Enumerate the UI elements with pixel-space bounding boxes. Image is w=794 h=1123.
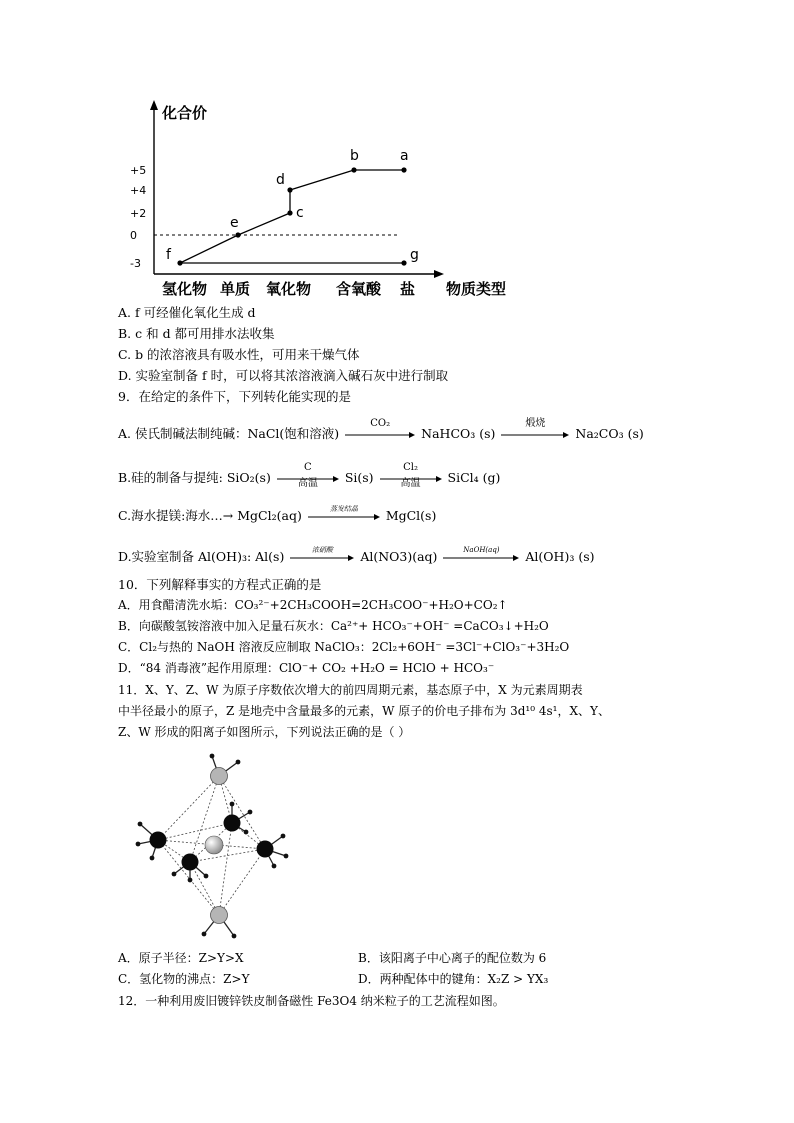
x-axis-label: 物质类型: [446, 280, 507, 298]
q9-b-arrow2-bottom: 高温: [400, 478, 421, 489]
q10-option-c: C．Cl₂与热的 NaOH 溶液反应制取 NaClO₃：2Cl₂+6OH⁻ =3Cl⁻+ClO₃⁻+3H₂O: [118, 640, 570, 654]
y-axis-arrow: [150, 100, 158, 110]
data-point-c: [287, 210, 292, 215]
data-point-b: [351, 167, 356, 172]
q9-d-arrow1-label: 浓硝酸: [311, 546, 333, 554]
q9-b-arrow1-bottom: 高温: [297, 478, 318, 489]
q9-d-arrow1: [290, 546, 354, 562]
q9-a-arrow1: [345, 418, 415, 439]
q9-c-end: MgCl(s): [385, 508, 437, 523]
q9-d-prefix: D.实验室制备 Al(OH)₃: Al(s): [118, 549, 285, 564]
x-category-label: 含氧酸: [336, 280, 382, 298]
q9-stem: 9．在给定的条件下，下列转化能实现的是: [118, 389, 351, 404]
axial-ligand-top: [211, 768, 228, 785]
q9-a-arrow1-label: CO₂: [370, 418, 391, 429]
q9-b-prefix: B.硅的制备与提纯: SiO₂(s): [118, 470, 271, 485]
q9-d-end: Al(OH)₃ (s): [525, 549, 595, 564]
y-tick-label: -3: [130, 257, 141, 270]
q9-b-arrow2: [380, 462, 442, 489]
q9-a-mid: NaHCO₃ (s): [421, 426, 496, 441]
equatorial-ligand-1: [150, 832, 167, 849]
data-point-f: [177, 260, 182, 265]
q9-option-c: [118, 505, 437, 524]
data-point-a: [401, 167, 406, 172]
point-label-g: g: [410, 247, 419, 263]
q9-c-prefix: C.海水提镁:海水…→ MgCl₂(aq): [118, 508, 302, 523]
central-metal-ion: [205, 836, 223, 854]
q10-option-a: A．用食醋清洗水垢：CO₃²⁻+2CH₃COOH=2CH₃COO⁻+H₂O+CO₂↑: [118, 598, 508, 612]
y-tick-label: +2: [130, 207, 147, 220]
chart-connector: [238, 213, 290, 235]
y-tick-label: +5: [130, 164, 147, 177]
axial-ligand-bottom: [211, 907, 228, 924]
chart-connector: [290, 170, 354, 190]
q8-option-c: C. b 的浓溶液具有吸水性，可用来干燥气体: [118, 347, 360, 362]
point-label-a: a: [400, 148, 409, 164]
q9-a-arrow2: [501, 418, 569, 439]
point-label-c: c: [296, 205, 304, 221]
data-point-e: [235, 232, 240, 237]
point-label-b: b: [350, 148, 359, 164]
q9-d-arrow2: [443, 546, 519, 562]
point-label-f: f: [166, 247, 171, 263]
y-tick-label: +4: [130, 184, 147, 197]
valence-chart: [118, 98, 538, 303]
x-category-label: 盐: [400, 280, 416, 298]
q11-stem-line-2: 中半径最小的原子，Z 是地壳中含量最多的元素，W 原子的价电子排布为 3d¹⁰ 4s¹，X、Y、: [118, 704, 610, 718]
equatorial-ligand-3: [257, 841, 274, 858]
q9-option-d: [118, 546, 595, 565]
q11-option-b: B．该阳离子中心离子的配位数为 6: [358, 951, 547, 965]
equatorial-ligand-4: [182, 854, 199, 871]
x-category-label: 氢化物: [162, 280, 208, 298]
q9-option-a: [118, 418, 644, 442]
q10-stem: 10．下列解释事实的方程式正确的是: [118, 577, 322, 592]
q9-b-arrow2-top: Cl₂: [403, 462, 418, 473]
q10-option-b: B．向碳酸氢铵溶液中加入足量石灰水：Ca²⁺+ HCO₃⁻+OH⁻ =CaCO₃↓+H₂O: [118, 619, 549, 633]
q9-b-mid: Si(s): [344, 470, 374, 485]
x-category-label: 单质: [220, 280, 251, 298]
q11-stem-line-1: 11．X、Y、Z、W 为原子序数依次增大的前四周期元素，基态原子中，X 为元素周期表: [118, 683, 583, 697]
y-axis-label: 化合价: [162, 104, 208, 122]
q9-option-b: [118, 462, 501, 489]
q12-stem: 12．一种利用废旧镀锌铁皮制备磁性 Fe3O4 纳米粒子的工艺流程如图。: [118, 994, 505, 1008]
q9-d-arrow2-label: NaOH(aq): [463, 546, 500, 554]
y-tick-label: 0: [130, 229, 137, 242]
q9-a-prefix: A. 侯氏制碱法制纯碱：NaCl(饱和溶液): [118, 426, 340, 441]
equatorial-ligand-2: [224, 815, 241, 832]
q9-a-end: Na₂CO₃ (s): [575, 426, 644, 441]
data-point-g: [401, 260, 406, 265]
q8-option-b: B. c 和 d 都可用排水法收集: [118, 326, 275, 341]
q8-option-a: A. f 可经催化氧化生成 d: [118, 305, 256, 320]
q9-d-mid: Al(NO3)(aq): [360, 549, 438, 564]
data-point-d: [287, 187, 292, 192]
cation-structure-diagram: [128, 752, 308, 944]
q9-a-arrow2-label: 煅烧: [525, 418, 546, 429]
q9-b-end: SiCl₄ (g): [447, 470, 501, 485]
q10-option-d: D．“84 消毒液”起作用原理：ClO⁻+ CO₂ +H₂O = HClO + HCO₃⁻: [118, 661, 495, 675]
q9-b-arrow1-top: C: [304, 462, 312, 473]
q11-option-d: D．两种配体中的键角：X₂Z > YX₃: [358, 972, 549, 986]
q8-option-d: D. 实验室制备 f 时，可以将其浓溶液滴入碱石灰中进行制取: [118, 368, 449, 383]
q9-c-arrow-label: 蒸发结晶: [329, 505, 358, 513]
q11-option-a: A．原子半径：Z>Y>X: [118, 951, 244, 965]
point-label-d: d: [276, 172, 285, 188]
q11-option-c: C．氢化物的沸点：Z>Y: [118, 972, 250, 986]
x-axis-arrow: [434, 270, 444, 278]
q9-c-arrow: [308, 505, 380, 521]
x-category-label: 氧化物: [266, 280, 312, 298]
q11-stem-line-3: Z、W 形成的阳离子如图所示，下列说法正确的是（ ）: [118, 725, 411, 739]
q9-b-arrow1: [277, 462, 339, 489]
chart-connector: [180, 235, 238, 263]
point-label-e: e: [230, 215, 239, 231]
